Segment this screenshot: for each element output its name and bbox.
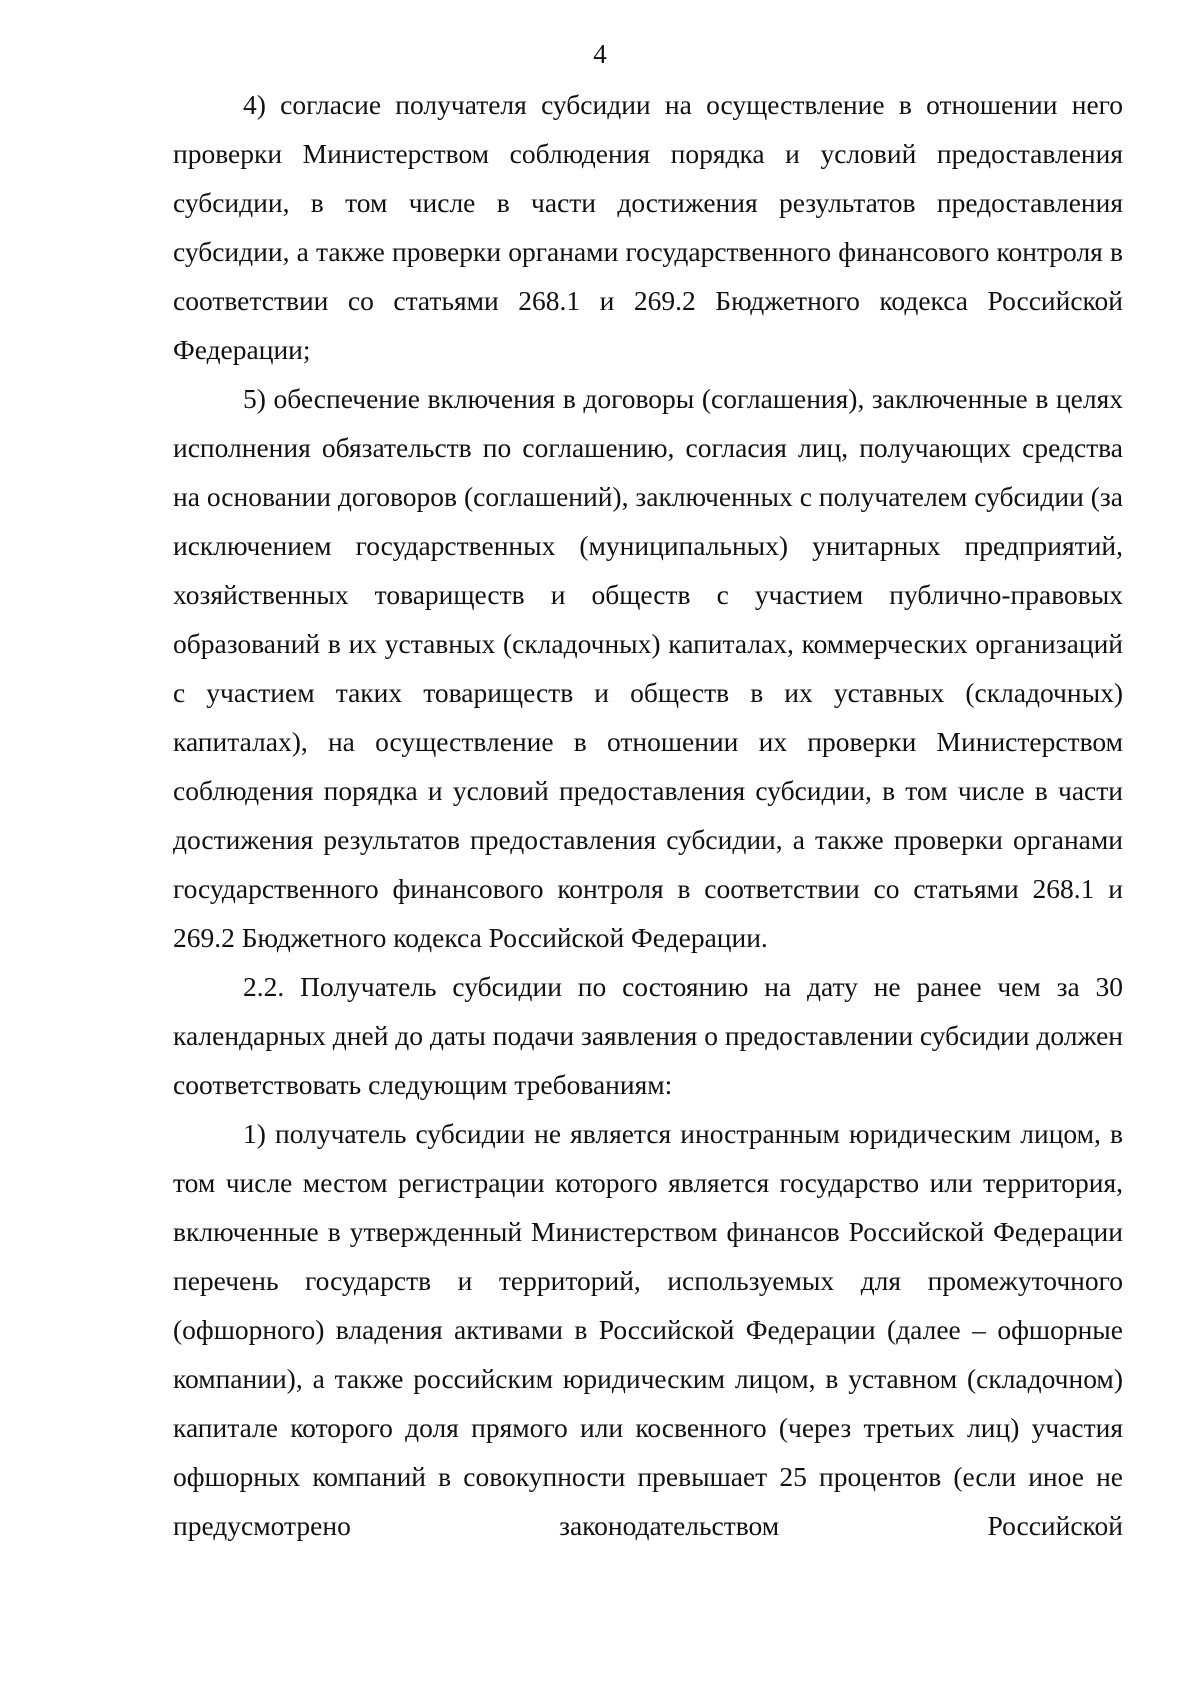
page-number: 4 xyxy=(593,39,607,69)
document-body xyxy=(173,80,1123,1550)
paragraph-contract-consent: 5) обеспечение включения в договоры (соглашения), заключенные в целях исполнения обязательств по соглашению, согласия лиц, получающих средства на основании договоров (соглашений), заключенных с получателем субсидии (за исключением государственных (муниципальных) унитарных предприятий, хозяйственных товариществ и обществ с участием публично-правовых образований в их уставных (складочных) капиталах, коммерческих организаций с участием таких товариществ и обществ в их уставных (складочных) капиталах), на осуществление в отношении их проверки Министерством соблюдения порядка и условий предоставления субсидии, в том числе в части достижения результатов предоставления субсидии, а также проверки органами государственного финансового контроля в соответствии со статьями 268.1 и 269.2 Бюджетного кодекса Российской Федерации. xyxy=(173,383,1123,953)
paragraph-offshore-requirement: 1) получатель субсидии не является иностранным юридическим лицом, в том числе местом регистрации которого является государство или территория, включенные в утвержденный Министерством финансов Российской Федерации перечень государств и территорий, используемых для промежуточного (офшорного) владения активами в Российской Федерации (далее – офшорные компании), а также российским юридическим лицом, в уставном (складочном) капитале которого доля прямого или косвенного (через третьих лиц) участия офшорных компаний в совокупности превышает 25 процентов (если иное не предусмотрено законодательством Российской xyxy=(173,1118,1123,1541)
paragraph-consent-verification: 4) согласие получателя субсидии на осуществление в отношении него проверки Министерством соблюдения порядка и условий предоставления субсидии, в том числе в части достижения результатов предоставления субсидии, а также проверки органами государственного финансового контроля в соответствии со статьями 268.1 и 269.2 Бюджетного кодекса Российской Федерации; xyxy=(173,89,1123,365)
paragraph-recipient-requirements: 2.2. Получатель субсидии по состоянию на дату не ранее чем за 30 календарных дней до даты подачи заявления о предоставлении субсидии должен соответствовать следующим требованиям: xyxy=(173,971,1124,1100)
